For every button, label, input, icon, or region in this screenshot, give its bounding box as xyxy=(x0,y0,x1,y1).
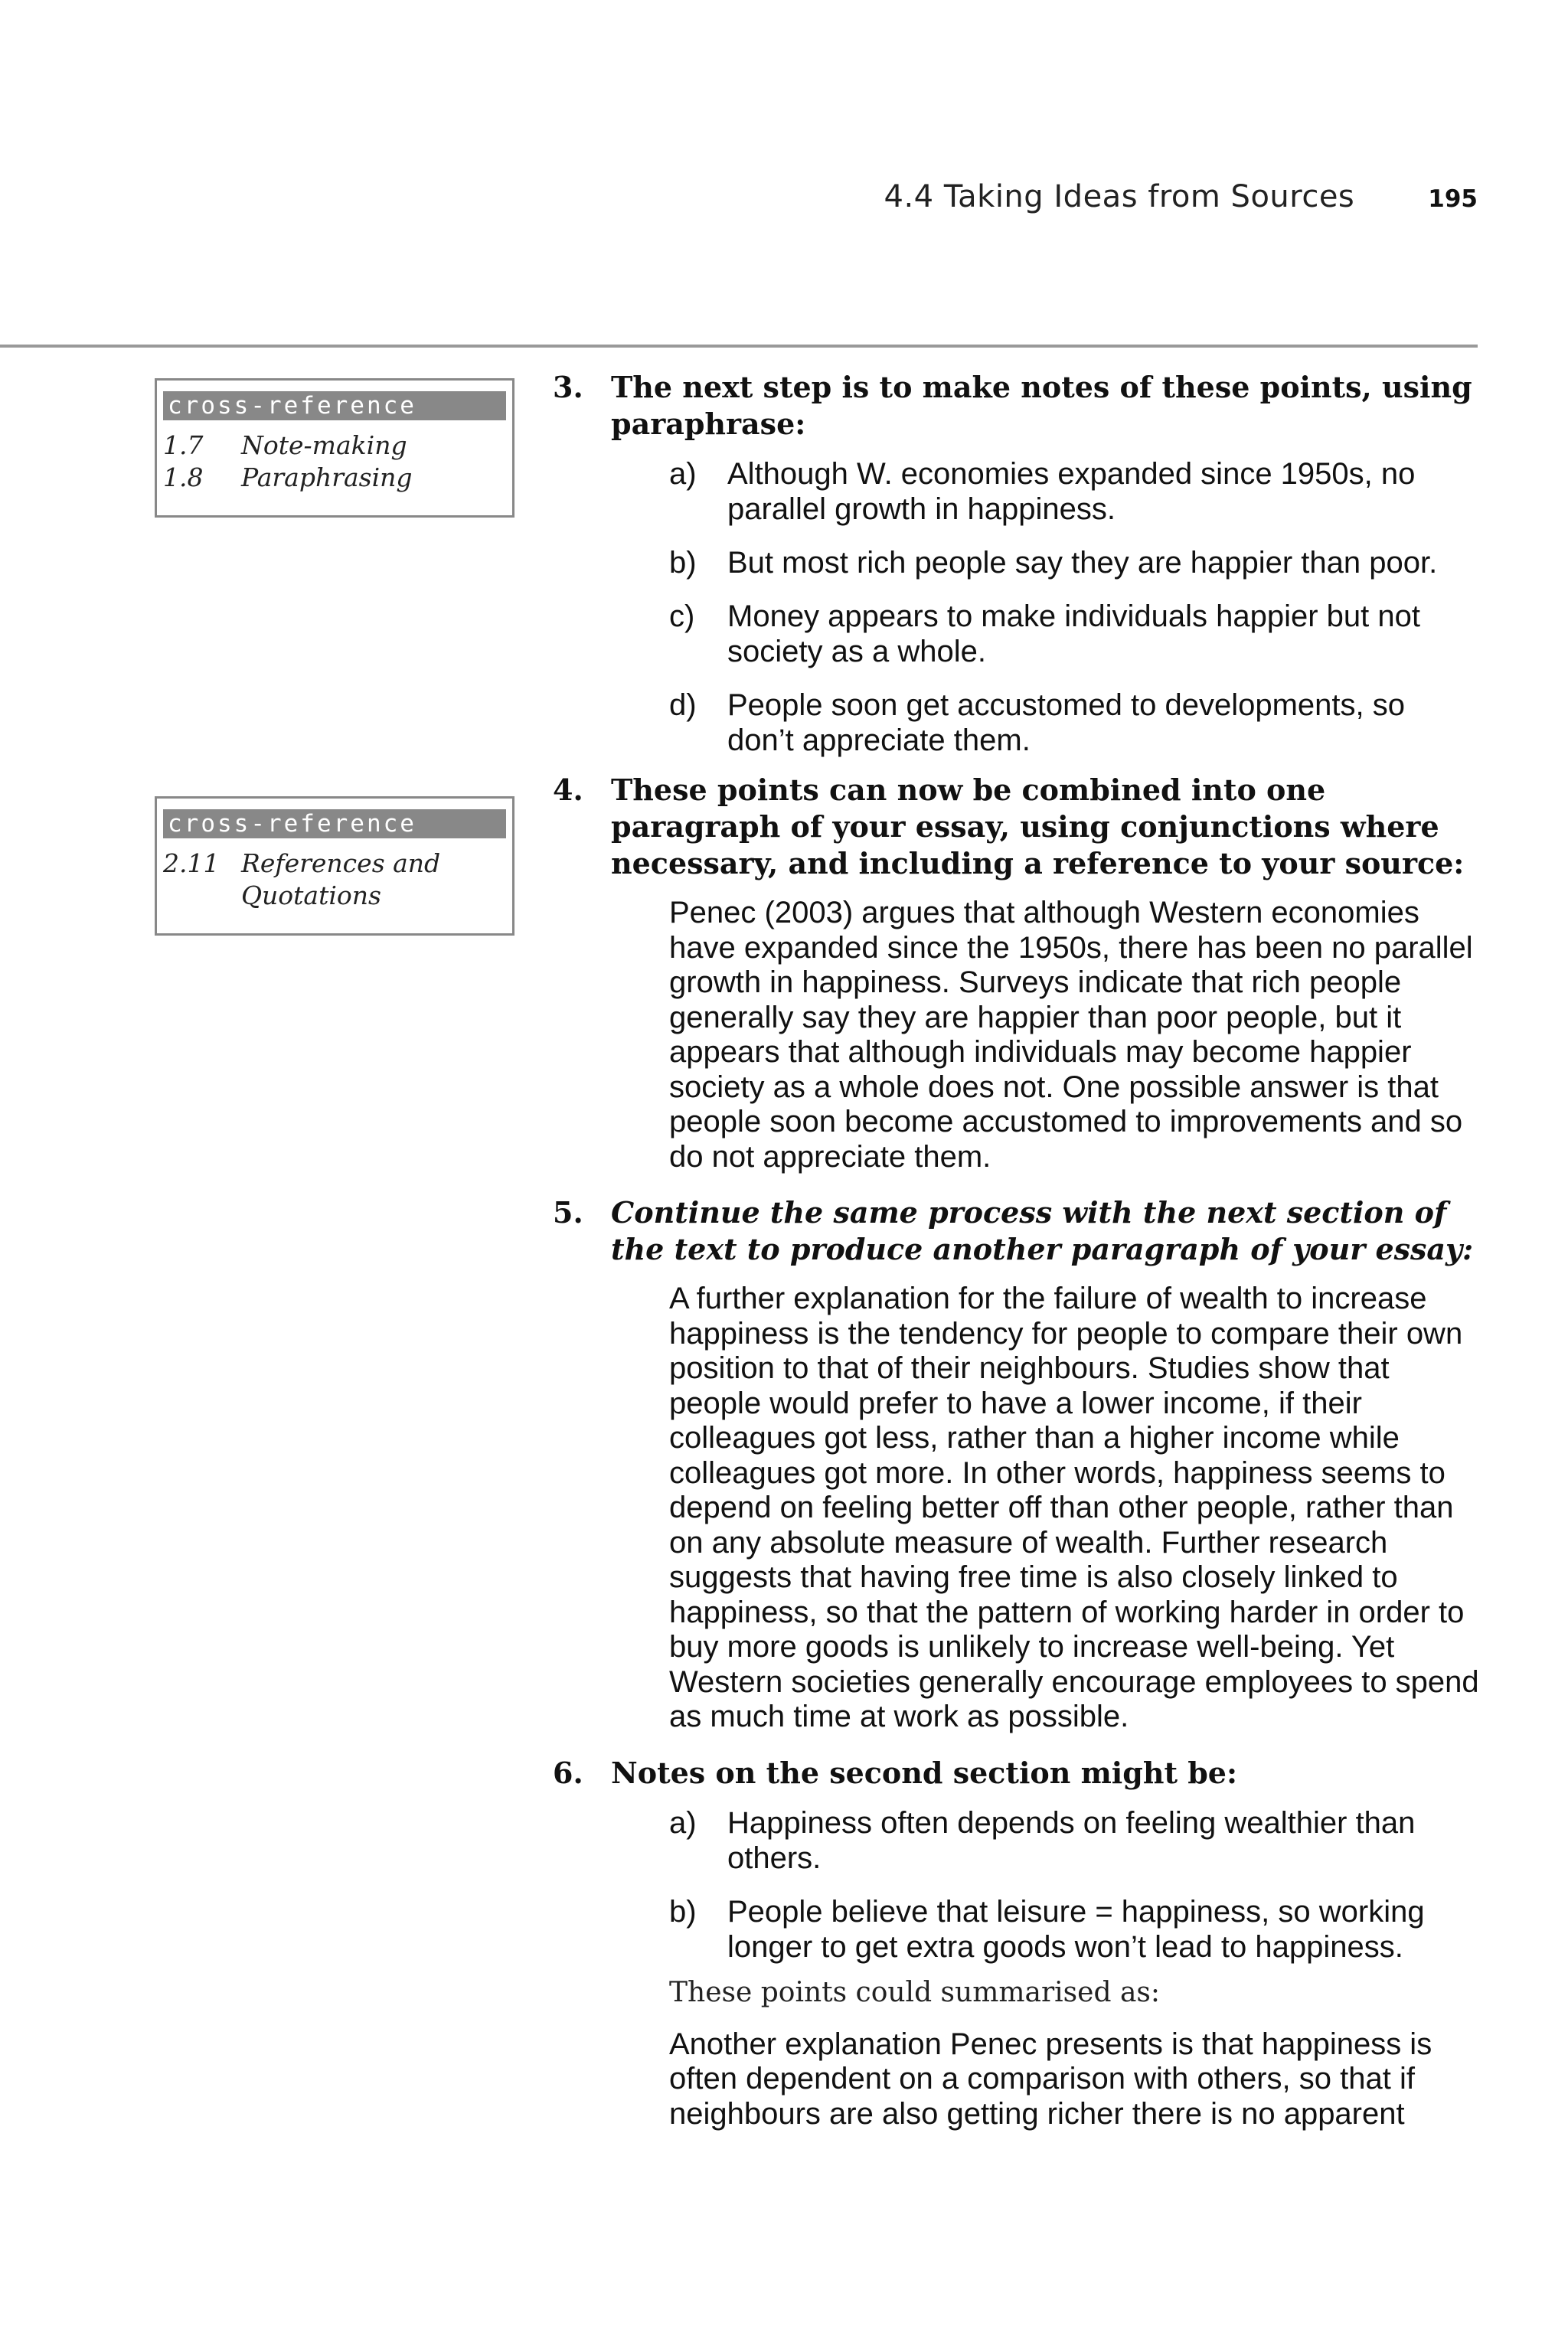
step-4 xyxy=(553,772,1479,882)
step-number: 4. xyxy=(553,773,583,807)
list-text: But most rich people say they are happier than poor. xyxy=(727,546,1438,580)
list-item xyxy=(669,545,1479,580)
step-instruction: Notes on the second section might be: xyxy=(611,1755,1238,1790)
notes-list xyxy=(669,456,1479,758)
cross-reference-label: cross-reference xyxy=(163,809,506,838)
cross-reference-item xyxy=(163,430,506,462)
step-instruction: The next step is to make notes of these points, using paraphrase: xyxy=(611,370,1472,441)
list-text: People soon get accustomed to developments, so don’t appreciate them. xyxy=(727,688,1405,757)
list-item xyxy=(669,1805,1479,1876)
list-letter: b) xyxy=(669,546,697,580)
cross-reference-item xyxy=(163,848,506,912)
cross-reference-number: 1.7 xyxy=(163,430,204,460)
list-text: Although W. economies expanded since 1950s, no parallel growth in happiness. xyxy=(727,457,1416,526)
list-letter: b) xyxy=(669,1894,697,1929)
step-6 xyxy=(553,1755,1479,1792)
list-item xyxy=(669,599,1479,669)
list-item xyxy=(669,688,1479,758)
essay-paragraph: A further explanation for the failure of wealth to increase happiness is the tendency for people to compare their own position to that of their neighbours. Studies show that people would prefer to have a lower income, if their colleagues got less, rather than a higher income while colleagues got more. In other words, happiness seems to depend on feeling better off than other people, rather than on any absolute measure of wealth. Further research suggests that having free time is also closely linked to happiness, so that the pattern of working harder in order to buy more goods is unlikely to increase well-being. Yet Western societies generally encourage employees to spend as much time at work as possible. xyxy=(669,1282,1479,1733)
list-letter: c) xyxy=(669,599,695,633)
header-rule xyxy=(0,345,1478,348)
list-text: Money appears to make individuals happier but not society as a whole. xyxy=(727,599,1420,668)
page-number: 195 xyxy=(1428,185,1478,213)
list-item xyxy=(669,456,1479,527)
list-letter: d) xyxy=(669,688,697,722)
step-3 xyxy=(553,369,1479,443)
cross-reference-item xyxy=(163,462,506,494)
list-item xyxy=(669,1894,1479,1965)
cross-reference-title: Paraphrasing xyxy=(241,462,413,492)
step-5 xyxy=(553,1194,1479,1268)
list-text: People believe that leisure = happiness, so working longer to get extra goods won’t lead to happiness. xyxy=(727,1894,1425,1964)
summary-paragraph: Another explanation Penec presents is that happiness is often dependent on a comparison with others, so that if neighbours are also getting richer there is no apparent xyxy=(669,2027,1432,2131)
step-number: 5. xyxy=(553,1195,583,1230)
step-number: 6. xyxy=(553,1755,583,1790)
essay-paragraph: Penec (2003) argues that although Western economies have expanded since the 1950s, there has been no parallel growth in happiness. Surveys indicate that rich people generally say they are happier than poor people, but it appears that although individuals may become happier society as a whole does not. One possible answer is that people soon become accustomed to improvements and so do not appreciate them. xyxy=(669,896,1473,1174)
step-instruction: These points can now be combined into one paragraph of your essay, using conjunctions where necessary, and including a reference to your source: xyxy=(611,773,1465,880)
cross-reference-number: 2.11 xyxy=(163,848,220,878)
cross-reference-label: cross-reference xyxy=(163,391,506,420)
summary-intro: These points could summarised as: xyxy=(669,1976,1161,2008)
cross-reference-number: 1.8 xyxy=(163,462,204,492)
list-letter: a) xyxy=(669,457,697,491)
running-head xyxy=(884,179,1478,214)
list-letter: a) xyxy=(669,1805,697,1840)
main-content xyxy=(553,369,1479,2132)
section-title: 4.4 Taking Ideas from Sources xyxy=(884,179,1355,214)
notes-list xyxy=(669,1805,1479,1965)
step-instruction: Continue the same process with the next section of the text to produce another paragraph of your essay: xyxy=(611,1195,1474,1266)
list-text: Happiness often depends on feeling wealthier than others. xyxy=(727,1805,1416,1875)
cross-reference-box xyxy=(155,378,514,518)
step-number: 3. xyxy=(553,370,583,404)
cross-reference-title: Note-making xyxy=(241,430,407,460)
cross-reference-title: References and Quotations xyxy=(241,848,441,910)
cross-reference-box xyxy=(155,796,514,936)
